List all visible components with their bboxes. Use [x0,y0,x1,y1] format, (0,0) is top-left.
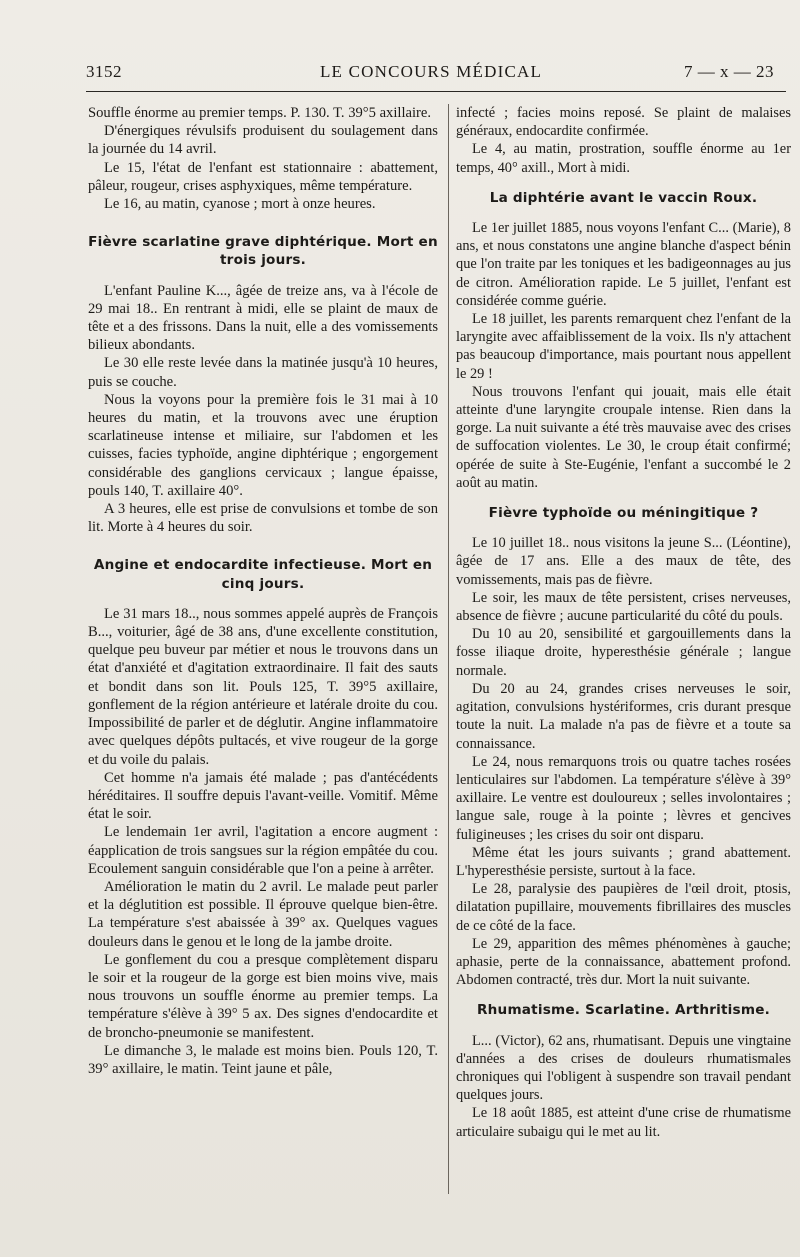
right-section-heading: Fièvre typhoïde ou méningitique ? [488,505,759,522]
spacer [456,1020,791,1032]
left-paragraph: L'enfant Pauline K..., âgée de treize ans, va à l'école de 29 mai 18.. En rentrant à midi, elle se plaint de maux de tête et a des frissons. Dans la nuit, elle a des vomissements bilieux abondants. [88,282,438,354]
left-paragraph: A 3 heures, elle est prise de convulsions et tombe de son lit. Morte à 4 heures du soir. [88,501,438,536]
right-section-heading: La diphtérie avant le vaccin Roux. [489,189,758,206]
page-number: 3152 [86,62,122,81]
left-paragraph: Le 31 mars 18.., nous sommes appelé auprès de François B..., voiturier, âgé de 38 ans, d'une excellente constitution, quelque peu buveur par métier et nous le trouvons dans un état d'anxiété et d'agitation extraordinaire. Il fait des sauts et bondit dans son lit. Pouls 125, T. 39°5 axillaire, gonflement de la région antérieure et latérale droite du cou. Impossibilité de parler et de déglutir. Angine inflammatoire avec quelques dépôts pultacés, et vive rougeur de la gorge et du voile du palais. [88,605,438,768]
right-paragraph: Le 10 juillet 18.. nous visitons la jeune S... (Léontine), âgée de 17 ans. Elle a des maux de tête, des vomissements, mais pas de fièvre. [456,535,791,588]
column-divider [448,104,449,1194]
spacer [456,177,791,189]
right-section-heading: Rhumatisme. Scarlatine. Arthritisme. [477,1002,770,1019]
right-paragraph: infecté ; facies moins reposé. Se plaint de malaises généraux, endocardite confirmée. [456,105,791,140]
spacer [88,270,438,282]
right-paragraph: Le 29, apparition des mêmes phénomènes à gauche; aphasie, perte de la connaissance, abattement profond. Abdomen contracté, très dur. Mort la nuit suivante. [456,935,791,989]
left-paragraph: Cet homme n'a jamais été malade ; pas d'antécédents héréditaires. Il souffre depuis l'avant-veille. Vomitif. Même état le soir. [88,769,438,823]
left-paragraph: Nous la voyons pour la première fois le 31 mai à 10 heures du matin, et la trouvons avec une éruption scarlatineuse intense et miliaire, sur l'abdomen et les cuisses, facies typhoïde, angine diphtérique ; engorgement considérable des ganglions cervicaux ; langue épaisse, pouls 140, T. axillaire 40°. [88,391,438,499]
left-paragraph: Le 15, l'état de l'enfant est stationnaire : abattement, pâleur, rougeur, crises asphyxiques, même température. [88,159,438,194]
right-paragraph: Le 18 août 1885, est atteint d'une crise de rhumatisme articulaire subaigu qui le met au lit. [456,1105,791,1140]
right-paragraph: Même état les jours suivants ; grand abattement. L'hyperesthésie persiste, surtout à la face. [456,844,791,879]
right-paragraph: Le 28, paralysie des paupières de l'œil droit, ptosis, dilatation pupillaire, mouvements fibrillaires des muscles de ce côté de la face. [456,881,791,934]
left-paragraph: Le 16, au matin, cyanose ; mort à onze heures. [104,196,376,213]
left-paragraph: Le gonflement du cou a presque complètement disparu le soir et la rougeur de la gorge est bien moins vive, mais nous trouvons un souffle énorme au premier temps. La température s'élève à 39° 5 ax. Des signes d'endocardite et de broncho-pneumonie se manifestent. [88,951,438,1041]
left-section-heading: Angine et endocardite infectieuse. Mort en cinq jours. [93,557,433,592]
spacer [88,536,438,556]
right-paragraph: L... (Victor), 62 ans, rhumatisant. Depuis une vingtaine d'années a des crises de douleurs rhumatismales chroniques qui l'obligent à suspendre son travail pendant quelques jours. [456,1032,791,1104]
left-paragraph: Le lendemain 1er avril, l'agitation a encore augment : éapplication de trois sangsues sur la région empâtée du cou. Ecoulement sanguin considérable que l'on a peine à arrêter. [88,824,438,877]
left-paragraph: Amélioration le matin du 2 avril. Le malade peut parler et la déglutition est possible. Il éprouve quelque bien-être. La température s'est abaissée à 39° ax. Quelques vagues douleurs dans le genou et le long de la jambe droite. [88,878,438,950]
page-header [76,62,786,88]
spacer [88,593,438,605]
spacer [456,492,791,504]
left-paragraph: D'énergiques révulsifs produisent du soulagement dans la journée du 14 avril. [88,123,438,158]
left-paragraph: Le 30 elle reste levée dans la matinée jusqu'à 10 heures, puis se couche. [88,355,438,390]
spacer [456,522,791,534]
right-paragraph: Le 1er juillet 1885, nous voyons l'enfant C... (Marie), 8 ans, et nous constatons une angine blanche d'aspect bénin que l'on traite par les toniques et les badigeonnages au jus de citron. Amélioration rapide. Le 5 juillet, l'enfant est considérée comme guérie. [456,220,791,309]
right-paragraph: Le 18 juillet, les parents remarquent chez l'enfant de la laryngite avec affaiblissement de la voix. Ils n'y attachent pas beaucoup d'importance, mais pourtant nous appellent le 29 ! [456,311,791,382]
right-paragraph: Le 24, nous remarquons trois ou quatre taches rosées lenticulaires sur l'abdomen. La température s'élève à 39° axillaire. Le ventre est douloureux ; selles involontaires ; langue sale, rouge à la pointe ; lèvres et gencives fuligineuses ; les crises du soir ont disparu. [456,753,791,843]
left-section-heading: Fièvre scarlatine grave diphtérique. Mort en trois jours. [88,234,438,269]
right-paragraph: Du 10 au 20, sensibilité et gargouillements dans la fosse iliaque droite, hyperesthésie générale ; langue normale. [456,626,791,679]
left-paragraph: Souffle énorme au premier temps. P. 130. T. 39°5 axillaire. [88,105,432,121]
left-paragraph: Le dimanche 3, le malade est moins bien. Pouls 120, T. 39° axillaire, le matin. Teint jaune et pâle, [88,1042,438,1077]
spacer [88,213,438,233]
spacer [456,207,791,219]
left-column [88,104,438,1078]
issue-date: 7 — x — 23 [684,62,774,81]
right-paragraph: Du 20 au 24, grandes crises nerveuses le soir, agitation, convulsions hystériformes, cris durant presque toute la nuit. La malade n'a pas de fièvre et a toute sa connaissance. [456,680,791,752]
right-paragraph: Le 4, au matin, prostration, souffle énorme au 1er temps, 40° axill., Mort à midi. [456,141,791,176]
header-rule [86,91,786,92]
right-paragraph: Nous trouvons l'enfant qui jouait, mais elle était atteinte d'une laryngite croupale intense. Rien dans la gorge. La nuit suivante a été très mauvaise avec des crises de suffocation violentes. Le 30, le croup était confirmé; opérée de suite à Ste-Eugénie, l'enfant a succombé le 2 août au matin. [456,383,791,491]
journal-title: LE CONCOURS MÉDICAL [319,62,543,81]
right-paragraph: Le soir, les maux de tête persistent, crises nerveuses, absence de fièvre ; aucune particularité du côté du pouls. [456,589,791,625]
spacer [456,989,791,1001]
right-column [456,104,791,1141]
